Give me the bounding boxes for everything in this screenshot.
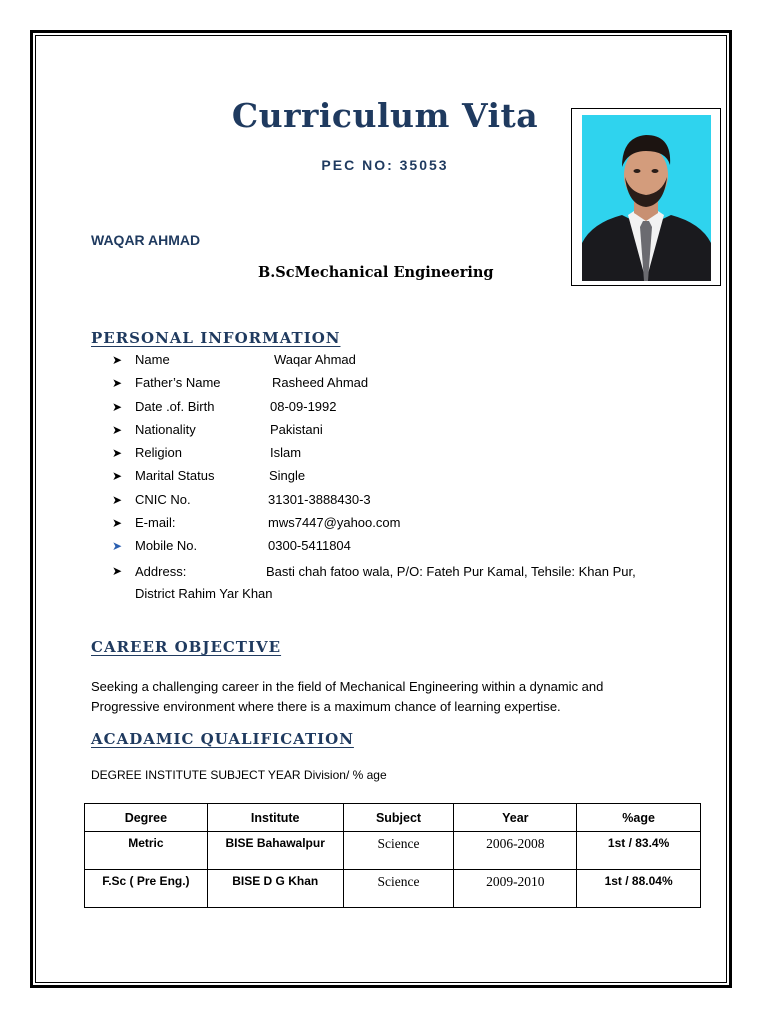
info-value: 08-09-1992 [270, 398, 337, 414]
info-label: Nationality [135, 421, 196, 437]
table-cell-institute: BISE Bahawalpur [207, 832, 343, 870]
info-row-marital-status [112, 467, 692, 490]
info-row-name [112, 351, 692, 374]
column-header: Subject [343, 804, 454, 832]
arrow-bullet-icon: ➤ [112, 563, 123, 578]
info-label: Name [135, 352, 170, 367]
table-cell-institute: BISE D G Khan [207, 870, 343, 908]
career-objective-heading: CAREER OBJECTIVE [91, 638, 282, 656]
personal-info-heading: PERSONAL INFORMATION [91, 329, 341, 347]
academic-qualification-heading: ACADAMIC QUALIFICATION [91, 730, 354, 748]
arrow-bullet-icon: ➤ [112, 516, 123, 531]
info-row-mobile [112, 537, 692, 560]
arrow-bullet-icon: ➤ [112, 446, 123, 461]
arrow-bullet-icon: ➤ [112, 399, 123, 414]
career-objective-line: Seeking a challenging career in the field of Mechanical Engineering within a dynamic and [91, 679, 604, 694]
arrow-bullet-icon: ➤ [112, 492, 123, 507]
info-label: Date .of. Birth [135, 398, 215, 414]
info-label: Marital Status [135, 468, 215, 484]
arrow-bullet-icon: ➤ [112, 376, 123, 391]
qualification-caption: DEGREE INSTITUTE SUBJECT YEAR Division/ % age [91, 768, 387, 782]
table-cell-percentage: 1st / 88.04% [577, 870, 701, 908]
profile-photo [582, 115, 711, 281]
column-header: Degree [85, 804, 208, 832]
arrow-bullet-icon: ➤ [112, 469, 123, 484]
column-header: Year [454, 804, 577, 832]
info-row-religion [112, 444, 692, 467]
info-value: Single [269, 468, 306, 484]
table-cell-year: 2006-2008 [454, 832, 577, 870]
info-label: Father’s Name [135, 375, 221, 391]
table-cell-subject: Science [343, 870, 454, 908]
profile-photo-frame [571, 108, 721, 286]
qualification-table [84, 803, 701, 908]
info-row-father-name [112, 374, 692, 397]
info-row-email [112, 514, 692, 537]
info-label: Religion [135, 445, 182, 461]
table-cell-percentage: 1st / 83.4% [577, 832, 701, 870]
candidate-name-heading: WAQAR AHMAD [91, 232, 201, 248]
info-label: Address: [135, 563, 187, 579]
table-cell-subject: Science [343, 832, 454, 870]
table-cell-year: 2009-2010 [454, 870, 577, 908]
arrow-bullet-icon: ➤ [112, 422, 123, 437]
career-objective-line: Progressive environment where there is a maximum chance of learning expertise. [91, 698, 561, 714]
table-cell-degree: Metric [85, 832, 208, 870]
info-value: Islam [270, 445, 302, 461]
personal-info-list [112, 351, 692, 601]
info-row-dob [112, 398, 692, 421]
info-label: CNIC No. [135, 491, 191, 507]
pec-number: PEC NO: 35053 [321, 157, 449, 173]
info-value: mws7447@yahoo.com [268, 515, 401, 531]
candidate-degree: B.ScMechanical Engineering [258, 264, 494, 281]
info-label: E-mail: [135, 515, 176, 531]
info-row-address [112, 561, 692, 601]
arrow-bullet-icon: ➤ [112, 353, 123, 367]
info-value: 0300-5411804 [268, 538, 351, 554]
arrow-bullet-icon: ➤ [112, 539, 123, 554]
document-title: Curriculum Vita [231, 96, 539, 135]
address-continuation: District Rahim Yar Khan [135, 585, 273, 601]
info-value: Basti chah fatoo wala, P/O: Fateh Pur Kamal, Tehsile: Khan Pur, [266, 563, 636, 579]
info-value: Waqar Ahmad [274, 352, 356, 367]
table-row [85, 832, 701, 870]
info-row-cnic [112, 491, 692, 514]
table-header-row [85, 804, 701, 832]
info-value: 31301-3888430-3 [268, 491, 371, 507]
table-row [85, 870, 701, 908]
info-label: Mobile No. [135, 538, 198, 554]
column-header: Institute [207, 804, 343, 832]
info-value: Pakistani [270, 421, 323, 437]
career-objective-text [91, 677, 681, 716]
table-cell-degree: F.Sc ( Pre Eng.) [85, 870, 208, 908]
info-value: Rasheed Ahmad [272, 375, 369, 391]
column-header: %age [577, 804, 701, 832]
info-row-nationality [112, 421, 692, 444]
